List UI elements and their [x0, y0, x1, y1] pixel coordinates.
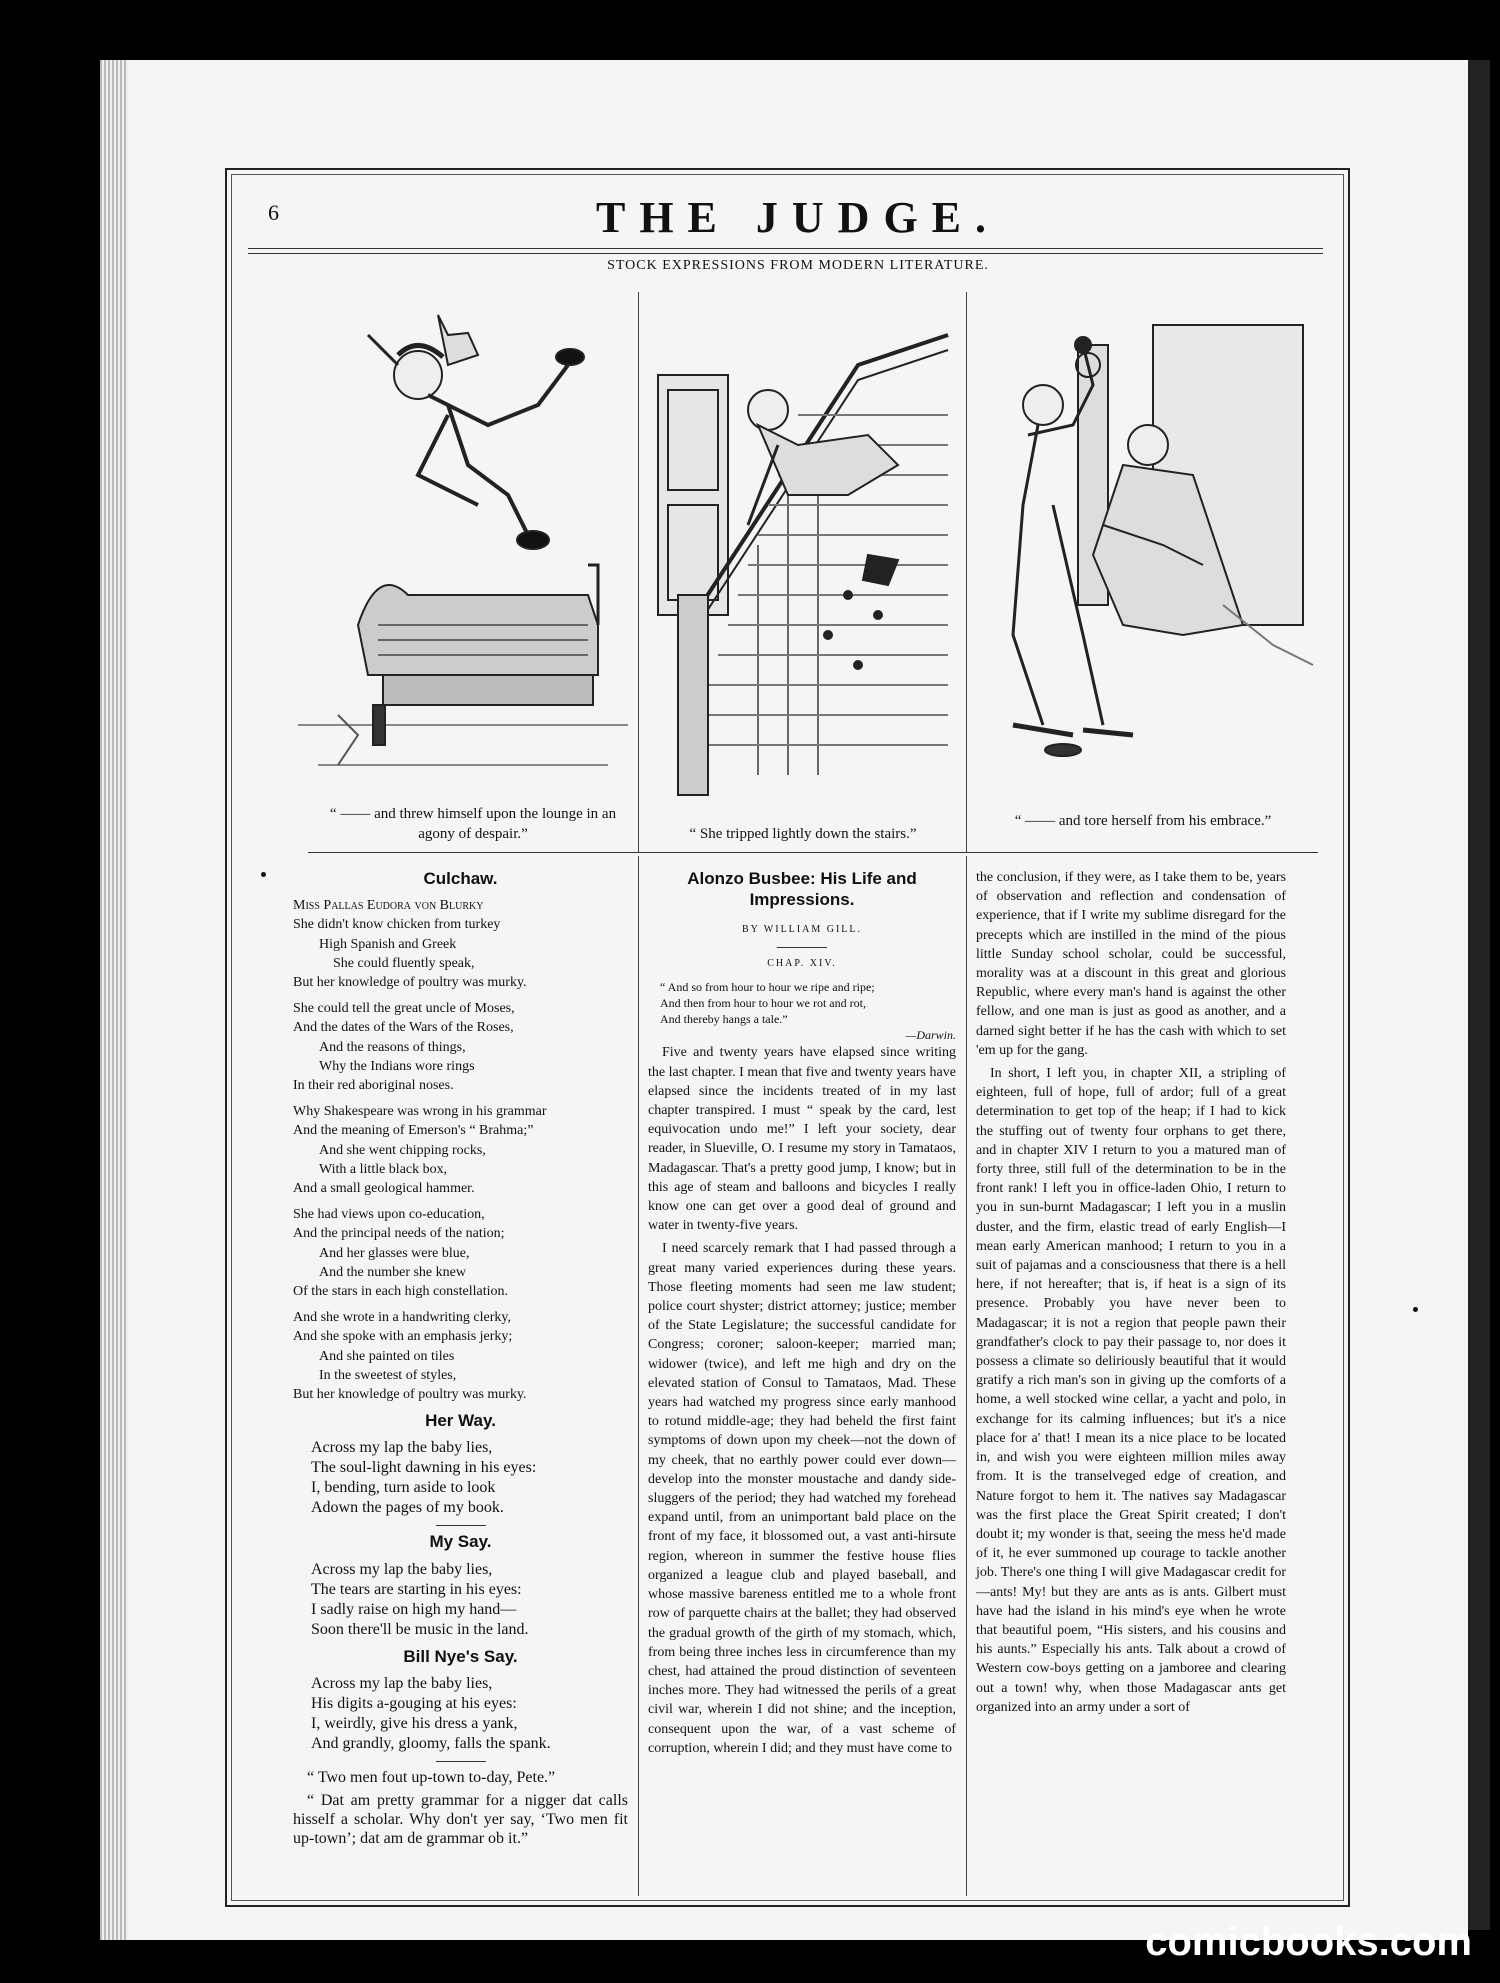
epigraph-attribution: —Darwin.: [905, 1028, 956, 1043]
column-article-2: [976, 868, 1286, 1721]
article-paragraph: the conclusion, if they were, as I take them to be, years of observation and reflection and condensation of experience, that if I write my sublime disregard for the precepts which are instilled in the mind of the pious little Sunday school scholar, could be successful, morality was at a discount in this great and glorious Republic, where every man's hand is against the other fellow, and one man is just as good as another, and a darned sight better if he has the cash with which to set 'em up for the gang.: [976, 870, 1286, 1058]
watermark: comicbooks.com: [1145, 1920, 1472, 1964]
poem-line: Adown the pages of my book.: [311, 1499, 504, 1517]
article-title: Alonzo Busbee: His Life and Impressions.: [687, 869, 917, 909]
poem-line: High Spanish and Greek: [319, 936, 457, 952]
poem-line: And the number she knew: [319, 1264, 466, 1280]
poem-line: And her glasses were blue,: [319, 1245, 470, 1261]
cartoon-lounge-illustration: [298, 295, 628, 795]
poem-line: I, weirdly, give his dress a yank,: [311, 1714, 518, 1732]
epigraph-line: “ And so from hour to hour we ripe and ripe;: [660, 980, 875, 995]
poem-line: I sadly raise on high my hand—: [311, 1600, 517, 1618]
cartoon-caption: “ —— and threw himself upon the lounge in an agony of despair.”: [329, 806, 617, 842]
page-number: 6: [268, 200, 279, 225]
poem-stanza: [293, 1674, 628, 1754]
book-page-edges: [100, 60, 130, 1940]
poem-line: Miss Pallas Eudora von Blurky: [293, 898, 484, 914]
section-heading: STOCK EXPRESSIONS FROM MODERN LITERATURE.: [607, 258, 989, 273]
poem-line: Why the Indians wore rings: [319, 1058, 475, 1074]
masthead-rule: [248, 248, 1323, 249]
cartoon-divider: [966, 292, 967, 852]
masthead: THE JUDGE.: [595, 193, 1001, 242]
poem-line: She could fluently speak,: [333, 955, 475, 971]
poem-line: With a little black box,: [319, 1161, 448, 1177]
poem-line: She didn't know chicken from turkey: [293, 917, 501, 933]
poem-line: Why Shakespeare was wrong in his grammar: [293, 1104, 547, 1120]
cartoon-caption: “ —— and tore herself from his embrace.”: [1014, 813, 1272, 829]
poem-line: Across my lap the baby lies,: [311, 1439, 493, 1457]
article-byline: BY WILLIAM GILL.: [741, 924, 863, 935]
poem-line: Across my lap the baby lies,: [311, 1560, 493, 1578]
cartoon-embrace-illustration: [983, 305, 1318, 780]
poem-line: And the reasons of things,: [319, 1039, 466, 1055]
poem-line: And the principal needs of the nation;: [293, 1226, 505, 1242]
epigraph: [660, 979, 956, 1043]
poem-line: She could tell the great uncle of Moses,: [293, 1001, 515, 1017]
poem-stanza: [293, 1438, 628, 1518]
column-divider: [966, 856, 967, 1896]
epigraph-line: And thereby hangs a tale.”: [660, 1012, 788, 1027]
poem-stanza: [293, 999, 628, 1095]
poem-line: And a small geological hammer.: [293, 1181, 475, 1197]
cartoon-stairs-illustration: [648, 295, 958, 810]
poem-line: And she went chipping rocks,: [319, 1142, 486, 1158]
poem-title: Bill Nye's Say.: [403, 1646, 518, 1666]
poem-line: And the dates of the Wars of the Roses,: [293, 1020, 514, 1036]
article-paragraph: I need scarcely remark that I had passed through a great many varied experiences during these years. Those fleeting moments had seen me law student; police court shyster; district attorney; justice; member of the State Legislature; the successful candidate for Congress; coroner; saloon-keeper; married man; widower (twice), and left me high and dry on the elevated station of Consul to Tamataos, Mad. These years had watched my progress since early manhood to rotund middle-age; they had beheld the first faint symptoms of down upon my cheek—not the down of my cheek, that no earthly power could ever down—develop into the monster moustache and dandy side-sluggers of the period; they had watched my forehead expand until, from an unimportant bald place on the front of my face, it blossomed out, a vast anti-hirsute region, whereon in summer the festive house flies organized a league club and played baseball, and whose massive bareness entitled me to a whole front row of parquette chairs at the ballet; they had observed the gradual growth of the girth of my stomach, which, from being three inches less in circumference than my chest, had attained the proud distinction of seventeen inches more. They had witnessed the perils of a great civil war, wherein I did not shine; and the inception, consequent upon the war, of a vast scheme of corruption, wherein I did; and they must have come to: [648, 1241, 956, 1756]
poem-line: In their red aboriginal noses.: [293, 1078, 454, 1094]
poem-stanza: [293, 1560, 628, 1640]
byline-divider: [777, 947, 827, 948]
poem-line: Across my lap the baby lies,: [311, 1674, 493, 1692]
page: [128, 60, 1468, 1940]
poem-line: I, bending, turn aside to look: [311, 1479, 496, 1497]
poem-title: Culchaw.: [423, 869, 498, 888]
poem-stanza: [293, 1102, 628, 1198]
joke-line: “ Dat am pretty grammar for a nigger dat calls hisself a scholar. Why don't yer say, ‘Two men fit up-town’; dat am de grammar ob it.”: [293, 1791, 628, 1847]
poem-stanza: [293, 1308, 628, 1404]
column-article-1: [648, 868, 956, 1762]
poem-title: My Say.: [429, 1532, 492, 1552]
cartoon-bottom-rule: [308, 852, 1318, 853]
epigraph-line: And then from hour to hour we rot and rot,: [660, 996, 866, 1011]
poem-line: But her knowledge of poultry was murky.: [293, 975, 527, 991]
poem-line: And grandly, gloomy, falls the spank.: [311, 1734, 551, 1752]
poem-line: And she spoke with an emphasis jerky;: [293, 1329, 513, 1345]
poem-stanza: [293, 1205, 628, 1301]
article-paragraph: In short, I left you, in chapter XII, a stripling of eighteen, full of hope, full of ardor; full of a great determination to get top of the heap; if I had to kick the stuffing out of twenty four orphans to get there, and in chapter XIV I return to you a matured man of forty three, still full of the determination to be in the front rank! I left you in office-laden Ohio, I return to you in sun-burnt Madagascar; I left you in a muslin duster, and the firm, elastic tread of early English—I mean early American manhood; I return to you in a suit of pajamas and a consciousness that there is a hell here, if not hereafter; that is, if heat is a sign of its presence. Probably you have never been to Madagascar; it is not a region that people pawn their grandfather's clock to pay their passage to, nor does it possess a climate so deliriously beautiful that it would gratify a rich man's son in giving up the comforts of a home, a well stocked wine cellar, a yacht and polo, in exchange for its calming influences; but it's a nice place for a' that! I mean its a nice place to be located in, and wish you were eighteen million miles away from. It is the transelveged edge of creation, and Nature forgot to hem it. The natives say Madagascar was the first place the Great Spirit created; I don't doubt it; my wonder is that, seeing the mess he'd made of it, he ever summoned up courage to tackle another job. There's one thing I will give Madagascar credit for—ants! My! but they are ants as is ants. Gilbert must have had the island in his mind's eye when he wrote that beautiful poem, “His sisters, and his cousins and his aunts.” Especially his ants. Talk about a crowd of Western cow-boys getting on a jamboree and clearing out a town! why, when those Madagascar ants get organized into an army under a sort of: [976, 1066, 1286, 1715]
poem-line: In the sweetest of styles,: [319, 1367, 457, 1383]
joke-line: “ Two men fout up-town to-day, Pete.”: [307, 1768, 556, 1786]
poem-line: Soon there'll be music in the land.: [311, 1620, 529, 1638]
section-divider: [436, 1761, 486, 1762]
poem-line: She had views upon co-education,: [293, 1207, 485, 1223]
ink-speck: [1413, 1307, 1418, 1312]
poem-title: Her Way.: [425, 1411, 496, 1431]
ink-speck: [261, 872, 266, 877]
section-divider: [436, 1525, 486, 1526]
joke: [293, 1768, 628, 1848]
poem-line: And the meaning of Emerson's “ Brahma;”: [293, 1123, 534, 1139]
cartoon-caption: “ She tripped lightly down the stairs.”: [689, 826, 917, 842]
chapter-heading: CHAP. XIV.: [767, 958, 837, 970]
poem-stanza: [293, 896, 628, 992]
column-divider: [638, 856, 639, 1896]
column-poems: [293, 863, 628, 1852]
poem-line: The tears are starting in his eyes:: [311, 1580, 522, 1598]
poem-line: Of the stars in each high constellation.: [293, 1284, 508, 1300]
poem-line: The soul-light dawning in his eyes:: [311, 1459, 537, 1477]
poem-line: And she wrote in a handwriting clerky,: [293, 1310, 511, 1326]
cartoon-divider: [638, 292, 639, 852]
poem-line: And she painted on tiles: [319, 1348, 455, 1364]
masthead-rule-2: [248, 253, 1323, 254]
article-paragraph: Five and twenty years have elapsed since writing the last chapter. I mean that five and twenty years have elapsed since the incidents treated of in my last chapter transpired. I must “ speak by the card, lest equivocation undo me!” I left your society, dear reader, in Slueville, O. I resume my story in Tamataos, Madagascar. That's a pretty good jump, I know; but in this age of steam and balloons and bicycles I really know one can get over a good deal of ground and water in twenty-five years.: [648, 1045, 956, 1234]
poem-line: But her knowledge of poultry was murky.: [293, 1387, 527, 1403]
poem-line: His digits a-gouging at his eyes:: [311, 1694, 517, 1712]
